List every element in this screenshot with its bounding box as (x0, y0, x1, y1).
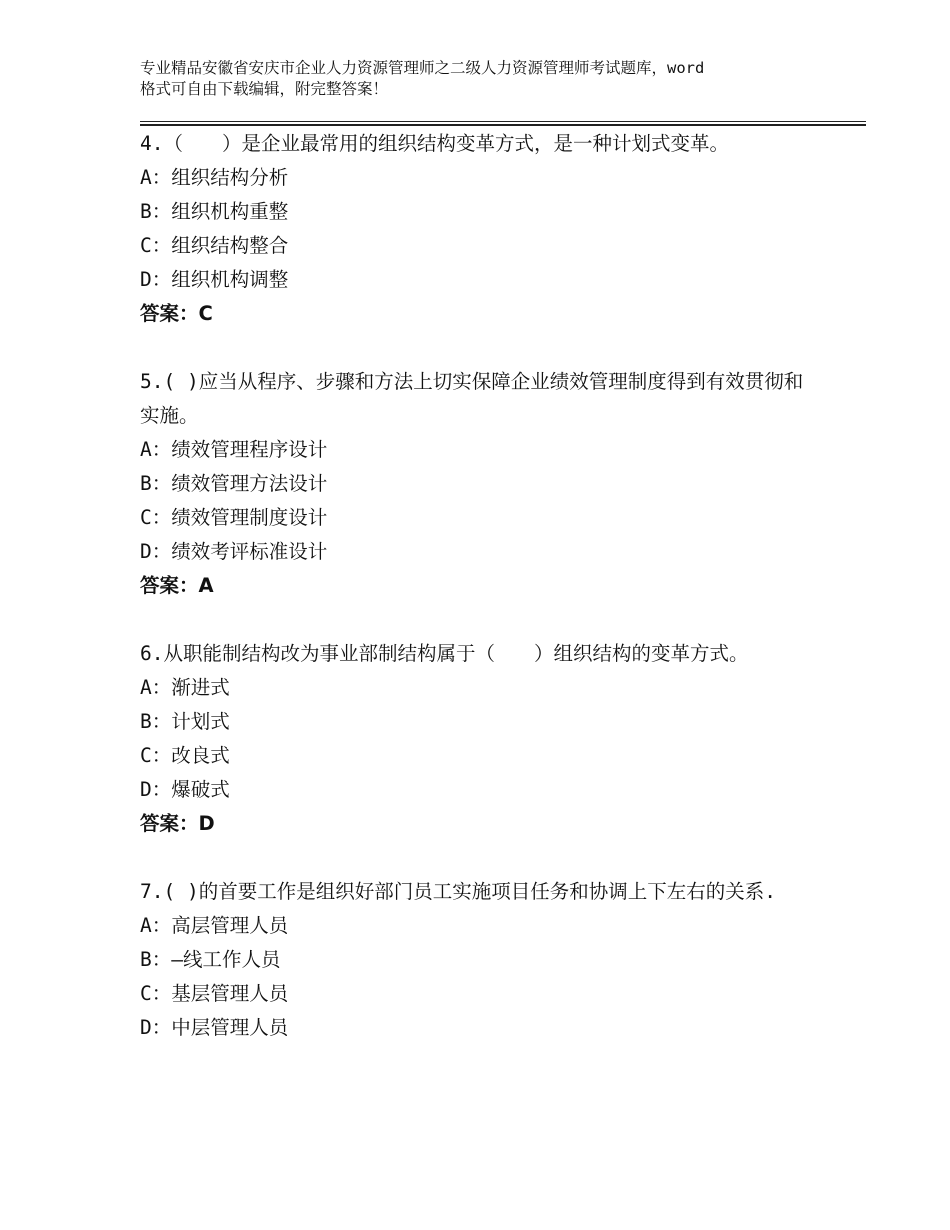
question-stem: 5.( )应当从程序、步骤和方法上切实保障企业绩效管理制度得到有效贯彻和实施。 (140, 370, 804, 427)
option-a: A：绩效管理程序设计 (140, 438, 328, 461)
question-stem: 6.从职能制结构改为事业部制结构属于（ ）组织结构的变革方式。 (140, 642, 749, 665)
header-divider-thin (140, 121, 866, 122)
option-a: A：高层管理人员 (140, 914, 289, 937)
question-5 (140, 365, 810, 603)
option-d: D：绩效考评标准设计 (140, 540, 328, 563)
option-c: C：改良式 (140, 744, 230, 767)
answer-line: 答案：A (140, 574, 214, 597)
question-stem: 4.（ ）是企业最常用的组织结构变革方式，是一种计划式变革。 (140, 132, 729, 155)
option-a: A：组织结构分析 (140, 166, 289, 189)
option-d: D：组织机构调整 (140, 268, 289, 291)
option-b: B：绩效管理方法设计 (140, 472, 328, 495)
header-line-2: 格式可自由下载编辑，附完整答案！ (140, 80, 389, 98)
option-b: B：计划式 (140, 710, 230, 733)
header-divider-thick (140, 124, 866, 126)
question-list (140, 127, 810, 1079)
answer-line: 答案：D (140, 812, 215, 835)
option-b: B：—线工作人员 (140, 948, 281, 971)
question-7 (140, 875, 810, 1045)
option-c: C：组织结构整合 (140, 234, 289, 257)
option-b: B：组织机构重整 (140, 200, 289, 223)
question-6 (140, 637, 810, 841)
document-header (140, 58, 830, 100)
option-c: C：基层管理人员 (140, 982, 289, 1005)
option-d: D：爆破式 (140, 778, 230, 801)
question-4 (140, 127, 810, 331)
header-line-1: 专业精品安徽省安庆市企业人力资源管理师之二级人力资源管理师考试题库，word (140, 59, 705, 77)
option-c: C：绩效管理制度设计 (140, 506, 328, 529)
option-a: A：渐进式 (140, 676, 230, 699)
answer-line: 答案：C (140, 302, 213, 325)
option-d: D：中层管理人员 (140, 1016, 289, 1039)
question-stem: 7.( )的首要工作是组织好部门员工实施项目任务和协调上下左右的关系. (140, 880, 776, 903)
